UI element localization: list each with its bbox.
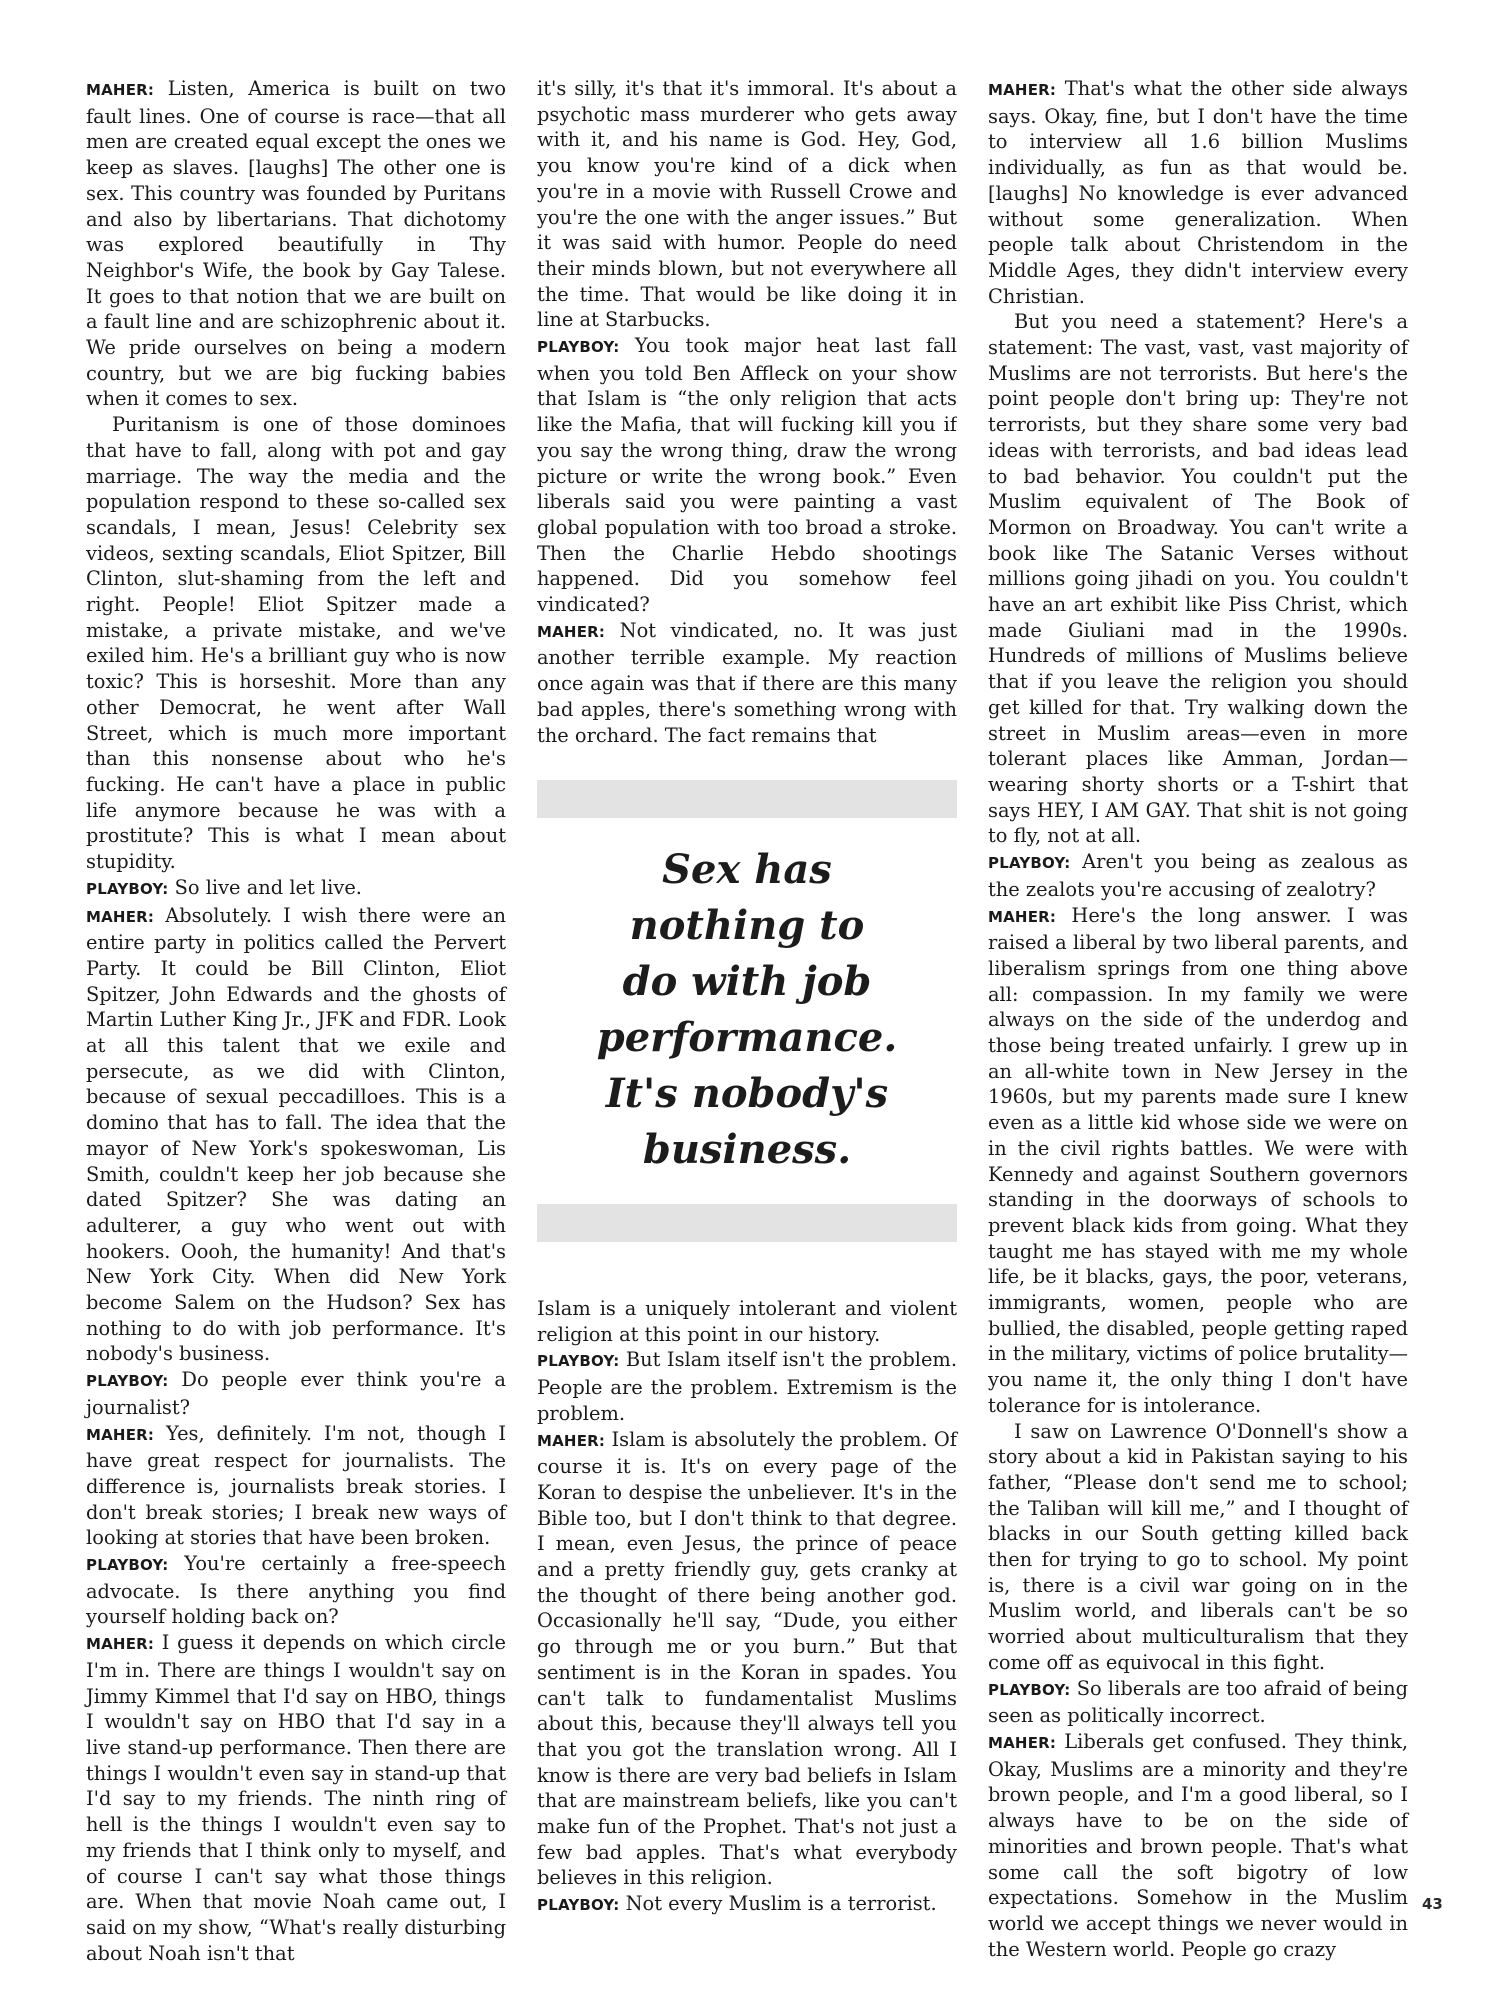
paragraph-text: it's silly, it's that it's immoral. It's about a psychotic mass murderer who gets away with it, and his name is God. Hey, God, you know you're kind of a dick when you're in a movie with Russell Crowe and you're the one with the anger issues.” But it was said with humor. People do need their minds blown, but not everywhere all the time. That would be like doing it in line at Starbucks. bbox=[537, 77, 957, 332]
paragraph bbox=[86, 1367, 506, 1420]
paragraph bbox=[537, 76, 957, 333]
pull-quote-text bbox=[537, 842, 957, 1178]
paragraph bbox=[988, 903, 1408, 1419]
speaker-label: MAHER: bbox=[988, 907, 1057, 926]
paragraph-text: I saw on Lawrence O'Donnell's show a story about a kid in Pakistan saying to his father, “Please don't send me to school; the Taliban will kill me,” and I thought of blacks in our South getting killed back then for trying to go to school. My point is, there is a civil war going on in the Muslim world, and liberals can't be so worried about multiculturalism that they come off as equivocal in this fight. bbox=[988, 1419, 1408, 1674]
paragraph bbox=[537, 1296, 957, 1347]
speaker-label: MAHER: bbox=[86, 907, 155, 926]
paragraph-text: I guess it depends on which circle I'm in. There are things I wouldn't say on Jimmy Kimmel that I'd say on HBO, things I wouldn't say on HBO that I'd say in a live stand-up performance. Then there are things I wouldn't even say in stand-up that I'd say to my friends. The ninth ring of hell is the things I wouldn't even say to my friends that I think only to myself, and of course I can't say what those things are. When that movie Noah came out, I said on my show, “What's really disturbing about Noah isn't that bbox=[86, 1631, 506, 1965]
speaker-label: PLAYBOY: bbox=[86, 879, 169, 898]
paragraph-text: So liberals are too afraid of being seen as politically incorrect. bbox=[988, 1676, 1408, 1728]
paragraph-text: Yes, definitely. I'm not, though I have great respect for journalists. The difference is, journalists break stories. I don't break stories; I break new ways of looking at stories that have been broken. bbox=[86, 1421, 507, 1550]
speaker-label: PLAYBOY: bbox=[537, 1352, 620, 1371]
paragraph-text: Islam is absolutely the problem. Of course it is. It's on every page of the Koran to despise the unbeliever. It's in the Bible too, but I don't think to that degree. I mean, even Jesus, the prince of peace and a pretty friendly guy, gets cranky at the thought of there being another god. Occasionally he'll say, “Dude, you either go through me or you burn.” But that sentiment is in the Koran in spades. You can't talk to fundamentalist Muslims about this, because they'll always tell you that you got the translation wrong. All I know is there are very bad beliefs in Islam that are mainstream beliefs, like you can't make fun of the Prophet. That's not just a few bad apples. That's what everybody believes in this religion. bbox=[537, 1427, 957, 1890]
paragraph bbox=[537, 333, 957, 618]
paragraph bbox=[537, 1891, 957, 1919]
speaker-label: MAHER: bbox=[537, 622, 606, 641]
paragraph bbox=[86, 903, 506, 1368]
paragraph bbox=[988, 1676, 1408, 1729]
paragraph-text: Islam is a uniquely intolerant and violent religion at this point in our history. bbox=[537, 1297, 957, 1346]
speaker-label: MAHER: bbox=[86, 81, 155, 99]
paragraph-text: But Islam itself isn't the problem. People are the problem. Extremism is the problem. bbox=[537, 1348, 957, 1425]
speaker-label: PLAYBOY: bbox=[988, 1680, 1071, 1699]
paragraph-text: Not vindicated, no. It was just another terrible example. My reaction once again was that if there are this many bad apples, there's something wrong with the orchard. The fact remains that bbox=[537, 618, 957, 746]
speaker-label: MAHER: bbox=[86, 1635, 155, 1654]
pull-quote-bottom-rule bbox=[537, 1204, 957, 1242]
paragraph bbox=[988, 1729, 1408, 1962]
paragraph-text: But you need a statement? Here's a statement: The vast, vast, vast majority of Muslims are not terrorists. But here's the point people don't bring up: They're not terrorists, but they share some very bad ideas with terrorists, and bad ideas lead to bad behavior. You couldn't put the Muslim equivalent of The Book of Mormon on Broadway. You can't write a book like The Satanic Verses without millions going jihadi on you. You couldn't have an art exhibit like Piss Christ, which made Giuliani mad in the 1990s. Hundreds of millions of Muslims believe that if you leave the religion you should get killed for that. Try walking down the street in Muslim areas—even in more tolerant places like Amman, Jordan—wearing shorty shorts or a T-shirt that says HEY, I AM GAY. That shit is not going to fly, not at all. bbox=[988, 310, 1408, 848]
paragraph bbox=[537, 1427, 957, 1892]
paragraph-text: Aren't you being as zealous as the zealots you're accusing of zealotry? bbox=[988, 850, 1408, 901]
pull-quote-top-rule bbox=[537, 780, 957, 818]
pull-quote-line: It's nobody's bbox=[605, 1070, 889, 1117]
speaker-label: MAHER: bbox=[537, 1431, 606, 1450]
paragraph bbox=[988, 1419, 1408, 1676]
paragraph-text: You're certainly a free-speech advocate. Is there anything you find yourself holding back on? bbox=[86, 1552, 506, 1629]
text-column-2-top bbox=[537, 76, 957, 746]
paragraph-text: You took major heat last fall when you told Ben Affleck on your show that Islam is “the only religion that acts like the Mafia, that will fucking kill you if you say the wrong thing, draw the wrong picture or write the wrong book.” Even liberals said you were painting a vast global population with too broad a stroke. Then the Charlie Hebdo shootings happened. Did you somehow feel vindicated? bbox=[537, 334, 957, 617]
text-column-3 bbox=[988, 76, 1408, 1962]
pull-quote-line: performance. bbox=[596, 1014, 898, 1061]
speaker-label: PLAYBOY: bbox=[537, 338, 620, 357]
paragraph-text: Here's the long answer. I was raised a liberal by two liberal parents, and liberalism springs from one thing above all: compassion. In my family we were always on the side of the underdog and those being treated unfairly. I grew up in an all-white town in New Jersey in the 1960s, but my parents made sure I knew even as a little kid whose side we were on in the civil rights battles. We were with Kennedy and against Southern governors standing in the doorways of schools to prevent black kids from going. What they taught me has stayed with me my whole life, be it blacks, gays, the poor, veterans, immigrants, women, people who are bullied, the disabled, people getting raped in the military, victims of police brutality—you name it, the only thing I don't have tolerance for is intolerance. bbox=[988, 903, 1409, 1417]
paragraph-text: So live and let live. bbox=[174, 875, 362, 899]
paragraph bbox=[988, 309, 1408, 849]
paragraph-text: Listen, America is built on two fault lines. One of course is race—that all men are created equal except the ones we keep as slaves. [laughs] The other one is sex. This country was founded by Puritans and also by libertarians. That dichotomy was explored beautifully in Thy Neighbor's Wife, the book by Gay Talese. It goes to that notion that we are built on a fault line and are schizophrenic about it. We pride ourselves on being a modern country, but we are big fucking babies when it comes to sex. bbox=[86, 77, 506, 411]
paragraph bbox=[86, 412, 506, 875]
pull-quote-line: Sex has bbox=[662, 846, 832, 893]
speaker-label: PLAYBOY: bbox=[537, 1896, 620, 1915]
paragraph bbox=[988, 76, 1408, 309]
speaker-label: PLAYBOY: bbox=[988, 854, 1071, 873]
speaker-label: PLAYBOY: bbox=[86, 1372, 169, 1391]
paragraph-text: Puritanism is one of those dominoes that have to fall, along with pot and gay marriage. The way the media and the population respond to these so-called sex scandals, I mean, Jesus! Celebrity sex videos, sexting scandals, Eliot Spitzer, Bill Clinton, slut-shaming from the left and right. People! Eliot Spitzer made a mistake, a private mistake, and we've exiled him. He's a brilliant guy who is now toxic? This is horseshit. More than any other Democrat, he went after Wall Street, which is much more important than this nonsense about who he's fucking. He can't have a place in public life anymore because he was with a prostitute? This is what I mean about stupidity. bbox=[86, 413, 506, 874]
paragraph bbox=[86, 1421, 506, 1552]
paragraph bbox=[86, 1630, 506, 1966]
text-column-2-bottom bbox=[537, 1296, 957, 1919]
paragraph bbox=[537, 1347, 957, 1426]
text-column-1 bbox=[86, 76, 506, 1966]
pull-quote-line: nothing to bbox=[629, 902, 865, 949]
paragraph-text: That's what the other side always says. Okay, fine, but I don't have the time to interview all 1.6 billion Muslims individually, as fun as that would be. [laughs] No knowledge is ever advanced without some generalization. When people talk about Christendom in the Middle Ages, they didn't interview every Christian. bbox=[988, 77, 1408, 308]
paragraph-text: Do people ever think you're a journalist? bbox=[86, 1368, 506, 1419]
pull-quote-line: business. bbox=[642, 1126, 852, 1173]
speaker-label: MAHER: bbox=[988, 1734, 1057, 1752]
paragraph-text: Not every Muslim is a terrorist. bbox=[625, 1892, 937, 1916]
paragraph-text: Absolutely. I wish there were an entire party in politics called the Pervert Party. It could be Bill Clinton, Eliot Spitzer, John Edwards and the ghosts of Martin Luther King Jr., JFK and FDR. Look at all this talent that we exile and persecute, as we did with Clinton, because of sexual peccadilloes. This is a domino that has to fall. The idea that the mayor of New York's spokeswoman, Lis Smith, couldn't keep her job because she dated Spitzer? She was dating an adulterer, a guy who went out with hookers. Oooh, the humanity! And that's New York City. When did New York become Salem on the Hudson? Sex has nothing to do with job performance. It's nobody's business. bbox=[86, 903, 506, 1366]
speaker-label: MAHER: bbox=[86, 1425, 155, 1444]
paragraph bbox=[86, 76, 506, 412]
pull-quote-box bbox=[537, 780, 957, 1242]
page-number: 43 bbox=[1422, 1895, 1443, 1913]
paragraph bbox=[988, 849, 1408, 902]
paragraph-text: Liberals get confused. They think, Okay, Muslims are a minority and they're brown people, and I'm a good liberal, so I always have to be on the side of minorities and brown people. That's what some call the soft bigotry of low expectations. Somehow in the Muslim world we accept things we never would in the Western world. People go crazy bbox=[988, 1730, 1408, 1961]
pull-quote-line: do with job bbox=[622, 958, 872, 1005]
paragraph bbox=[86, 1551, 506, 1630]
speaker-label: MAHER: bbox=[988, 81, 1057, 99]
paragraph bbox=[537, 618, 957, 746]
paragraph bbox=[86, 875, 506, 903]
speaker-label: PLAYBOY: bbox=[86, 1556, 169, 1575]
